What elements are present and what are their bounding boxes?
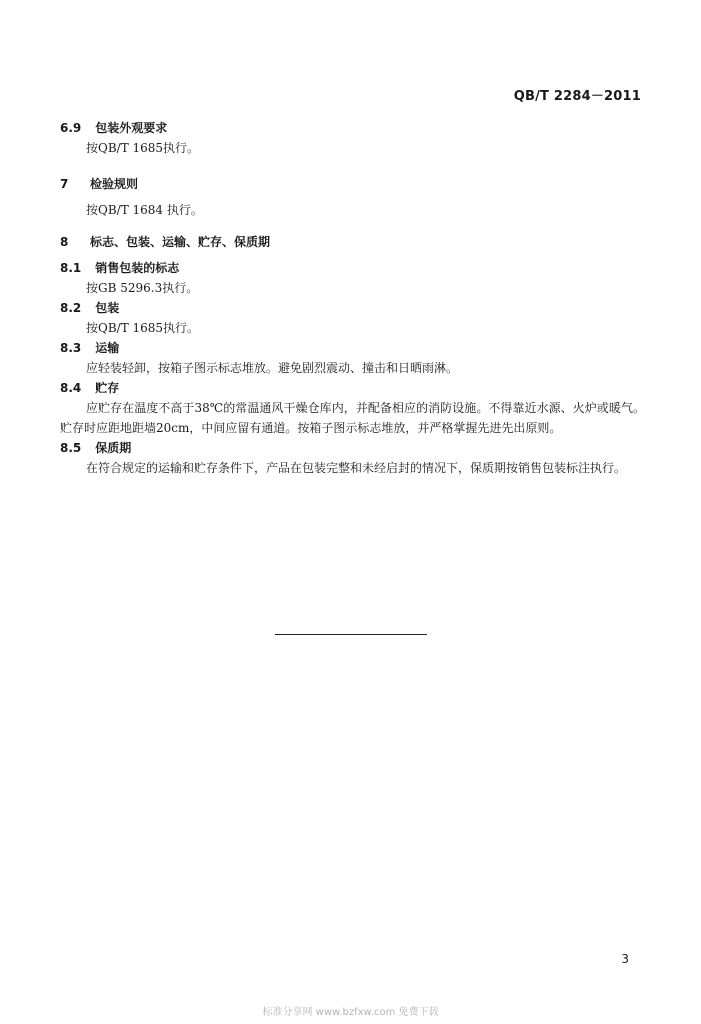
end-of-document-rule bbox=[275, 634, 427, 635]
section-title: 运输 bbox=[95, 341, 120, 355]
page-number: 3 bbox=[621, 952, 629, 966]
section-title: 检验规则 bbox=[90, 177, 139, 191]
section-title: 贮存 bbox=[95, 381, 120, 395]
section-number: 8.5 bbox=[60, 441, 82, 455]
section-text: 按QB/T 1684 执行。 bbox=[86, 203, 203, 217]
document-body bbox=[60, 118, 645, 478]
section-number: 8.2 bbox=[60, 301, 82, 315]
watermark-text: 标准分享网 www.bzfxw.com 免费下载 bbox=[262, 1007, 439, 1018]
section-text: 按GB 5296.3执行。 bbox=[86, 281, 199, 295]
section-title: 保质期 bbox=[95, 441, 132, 455]
section-text: 应轻装轻卸，按箱子图示标志堆放。避免剧烈震动、撞击和日晒雨淋。 bbox=[86, 361, 459, 375]
section-heading bbox=[60, 118, 645, 138]
section-text: 在符合规定的运输和贮存条件下，产品在包装完整和未经启封的情况下，保质期按销售包装标注执行。 bbox=[86, 461, 627, 475]
section-heading bbox=[60, 438, 645, 458]
section-number: 7 bbox=[60, 177, 69, 191]
section-number: 8.4 bbox=[60, 381, 82, 395]
section-heading bbox=[60, 378, 645, 398]
section-title: 包装外观要求 bbox=[95, 121, 168, 135]
section-text: 应贮存在温度不高于38℃的常温通风干燥仓库内，并配备相应的消防设施。不得靠近水源、火炉或暖气。贮存时应距地距墙20cm，中间应留有通道。按箱子图示标志堆放，并严格掌握先进先出原则。 bbox=[60, 401, 645, 435]
section-text: 按QB/T 1685执行。 bbox=[86, 321, 200, 335]
section-heading bbox=[60, 298, 645, 318]
section-heading bbox=[60, 338, 645, 358]
section-title: 标志、包装、运输、贮存、保质期 bbox=[90, 235, 271, 249]
section-title: 包装 bbox=[95, 301, 120, 315]
section-number: 8 bbox=[60, 235, 69, 249]
section-heading bbox=[60, 232, 645, 252]
section-heading bbox=[60, 258, 645, 278]
standard-code: QB/T 2284－2011 bbox=[513, 89, 641, 104]
section-heading bbox=[60, 174, 645, 194]
section-text: 按QB/T 1685执行。 bbox=[86, 141, 200, 155]
section-number: 8.1 bbox=[60, 261, 82, 275]
section-number: 6.9 bbox=[60, 121, 82, 135]
section-title: 销售包装的标志 bbox=[95, 261, 180, 275]
section-number: 8.3 bbox=[60, 341, 82, 355]
